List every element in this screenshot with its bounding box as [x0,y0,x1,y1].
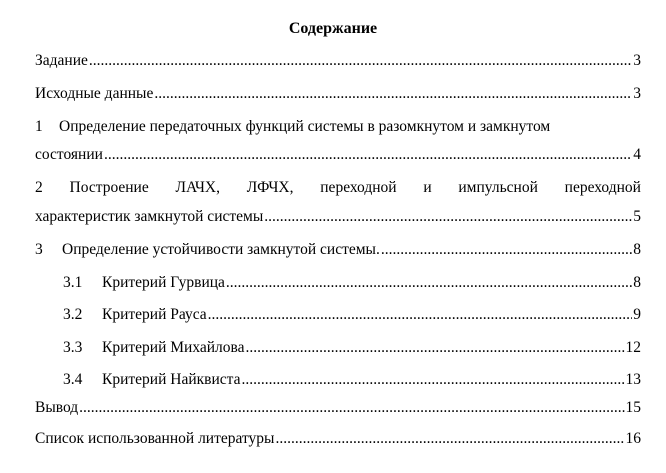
toc-entry-number: 1 [35,118,43,135]
toc-leader-dots [226,273,632,293]
toc-entry-references [35,429,641,449]
toc-page-number: 9 [633,306,641,323]
toc-entry-word: Построение [69,179,149,196]
toc-entry-word: переходной [320,179,397,196]
toc-entry-text-continued: характеристик замкнутой системы [35,208,264,225]
toc-leader-dots [79,398,624,418]
toc-entry-assignment [35,51,641,71]
toc-entry-text: Список использованной литературы [35,430,275,447]
toc-entry-text: Определение передаточных функций системы в разомкнутом и замкнутом [59,118,551,135]
toc-entry-number: 3.3 [63,339,83,356]
toc-page-number: 12 [625,339,641,356]
toc-entry-text: Критерий Найквиста [102,371,241,388]
toc-entry-2-line2 [35,207,641,227]
toc-leader-dots [275,429,624,449]
toc-entry-number: 2 [35,179,43,196]
toc-entry-3-3 [63,338,641,358]
toc-page-number: 3 [633,85,641,102]
toc-leader-dots [381,240,632,260]
toc-entry-word: импульсной [458,179,538,196]
toc-entry-text: Критерий Рауса [102,306,207,323]
toc-entry-3 [35,240,641,260]
toc-entry-number: 3.4 [63,371,83,388]
toc-entry-number: 3 [35,241,43,258]
toc-leader-dots [154,84,632,104]
toc-entry-text: Критерий Гурвица [102,274,225,291]
page-title: Содержание [288,20,378,37]
toc-leader-dots [246,338,625,358]
toc-entry-2-line1 [35,178,641,198]
toc-page-number: 8 [633,274,641,291]
toc-leader-dots [208,305,633,325]
toc-page-number: 16 [625,430,641,447]
toc-leader-dots [264,207,632,227]
toc-page-number: 15 [625,399,641,416]
toc-page-number: 13 [625,371,641,388]
toc-entry-number: 3.1 [63,274,83,291]
toc-entry-text: Вывод [35,399,79,416]
toc-entry-number: 3.2 [63,306,83,323]
toc-entry-text: Определение устойчивости замкнутой системы. [62,241,380,258]
toc-entry-3-1 [63,273,641,293]
toc-entry-1-line2 [35,145,641,165]
toc-entry-conclusion [35,398,641,418]
toc-leader-dots [242,370,625,390]
toc-page-number: 3 [633,52,641,69]
toc-leader-dots [104,145,632,165]
toc-entry-word: переходной [564,179,641,196]
toc-entry-text: Исходные данные [35,85,154,102]
toc-entry-1-line1 [35,117,641,137]
toc-page-number: 5 [633,208,641,225]
toc-entry-3-2 [63,305,641,325]
toc-entry-initial-data [35,84,641,104]
toc-entry-text-continued: состоянии [35,146,103,163]
toc-page-number: 8 [633,241,641,258]
toc-page-number: 4 [633,146,641,163]
toc-entry-text: Критерий Михайлова [102,339,245,356]
toc-leader-dots [89,51,632,71]
toc-entry-word: ЛАЧХ, [175,179,220,196]
toc-entry-word: ЛФЧХ, [246,179,294,196]
toc-entry-3-4 [63,370,641,390]
toc-entry-word: и [423,179,432,196]
toc-entry-text: Задание [35,52,88,69]
